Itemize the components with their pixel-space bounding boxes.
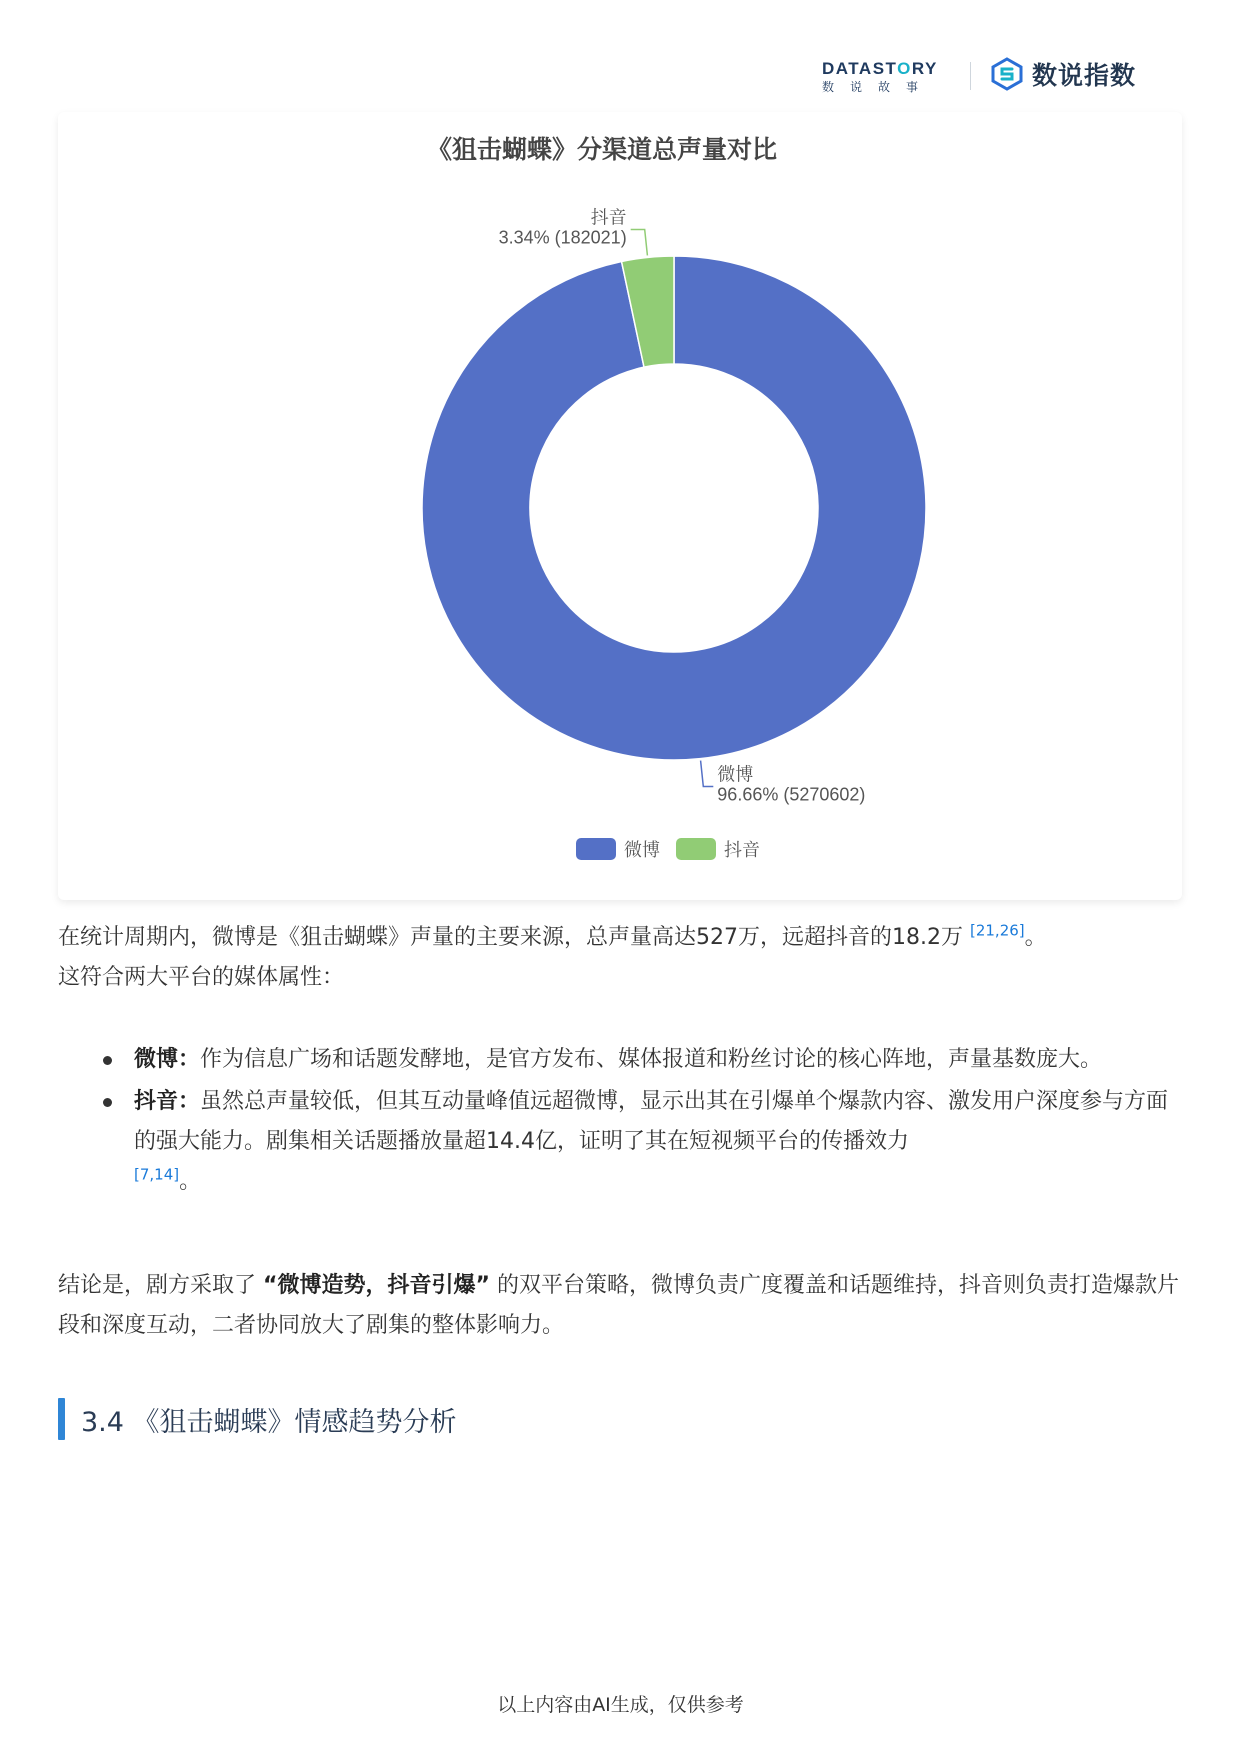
footer-note: 以上内容由AI生成，仅供参考 <box>497 1694 744 1716</box>
donut-chart <box>58 112 1182 900</box>
datastory-logo-cn: 数说故事 <box>822 80 935 94</box>
shushuo-logo <box>990 56 1136 92</box>
page-header <box>0 52 1241 102</box>
citation-link[interactable]: [21,26] <box>969 921 1025 940</box>
list-item: 抖音：虽然总声量较低，但其互动量峰值远超微博，显示出其在引爆单个爆款内容、激发用户深度参与方面的强大能力。剧集相关话题播放量超14.4亿，证明了其在短视频平台的传播效力 [7,14]。 <box>58 1082 1182 1202</box>
list-item: 微博：作为信息广场和话题发酵地，是官方发布、媒体报道和粉丝讨论的核心阵地，声量基数庞大。 <box>58 1040 1182 1080</box>
bullet-icon <box>103 1056 112 1065</box>
datastory-logo: DATASTORY 数说故事 <box>822 60 947 94</box>
legend-swatch-1 <box>676 838 716 860</box>
legend-label-0: 微博 <box>624 840 660 861</box>
legend-item-0[interactable] <box>576 838 660 861</box>
leader-line-1 <box>631 230 648 256</box>
legend-label-1: 抖音 <box>724 840 760 861</box>
shushuo-logo-icon <box>990 57 1024 91</box>
section-heading <box>58 1398 457 1440</box>
citation-link[interactable]: [7,14] <box>134 1165 180 1184</box>
slice-label-name-1: 抖音 <box>590 207 627 228</box>
bullet-icon <box>103 1098 112 1107</box>
bullet-list <box>58 1040 1182 1204</box>
slice-label-name-0: 微博 <box>717 764 754 785</box>
section-accent-bar <box>58 1398 65 1440</box>
slice-label-value-1: 3.34% (182021) <box>498 227 627 248</box>
conclusion-paragraph: 结论是，剧方采取了 “微博造势，抖音引爆” 的双平台策略，微博负责广度覆盖和话题维持，抖音则负责打造爆款片段和深度互动，二者协同放大了剧集的整体影响力。 <box>58 1273 1179 1338</box>
leader-line-0 <box>701 761 714 787</box>
chart-card <box>58 112 1182 900</box>
chart-title: 《狙击蝴蝶》分渠道总声量对比 <box>426 135 778 164</box>
slice-label-value-0: 96.66% (5270602) <box>717 784 866 805</box>
legend-swatch-0 <box>576 838 616 860</box>
brand-name: 数说指数 <box>1032 61 1137 90</box>
intro-paragraph: 在统计周期内，微博是《狙击蝴蝶》声量的主要来源，总声量高达527万，远超抖音的18.2万 [21,26]。 这符合两大平台的媒体属性： <box>58 921 1047 990</box>
legend-item-1[interactable] <box>676 838 760 861</box>
section-title: 3.4 《狙击蝴蝶》情感趋势分析 <box>81 1406 457 1438</box>
header-divider <box>970 62 971 90</box>
